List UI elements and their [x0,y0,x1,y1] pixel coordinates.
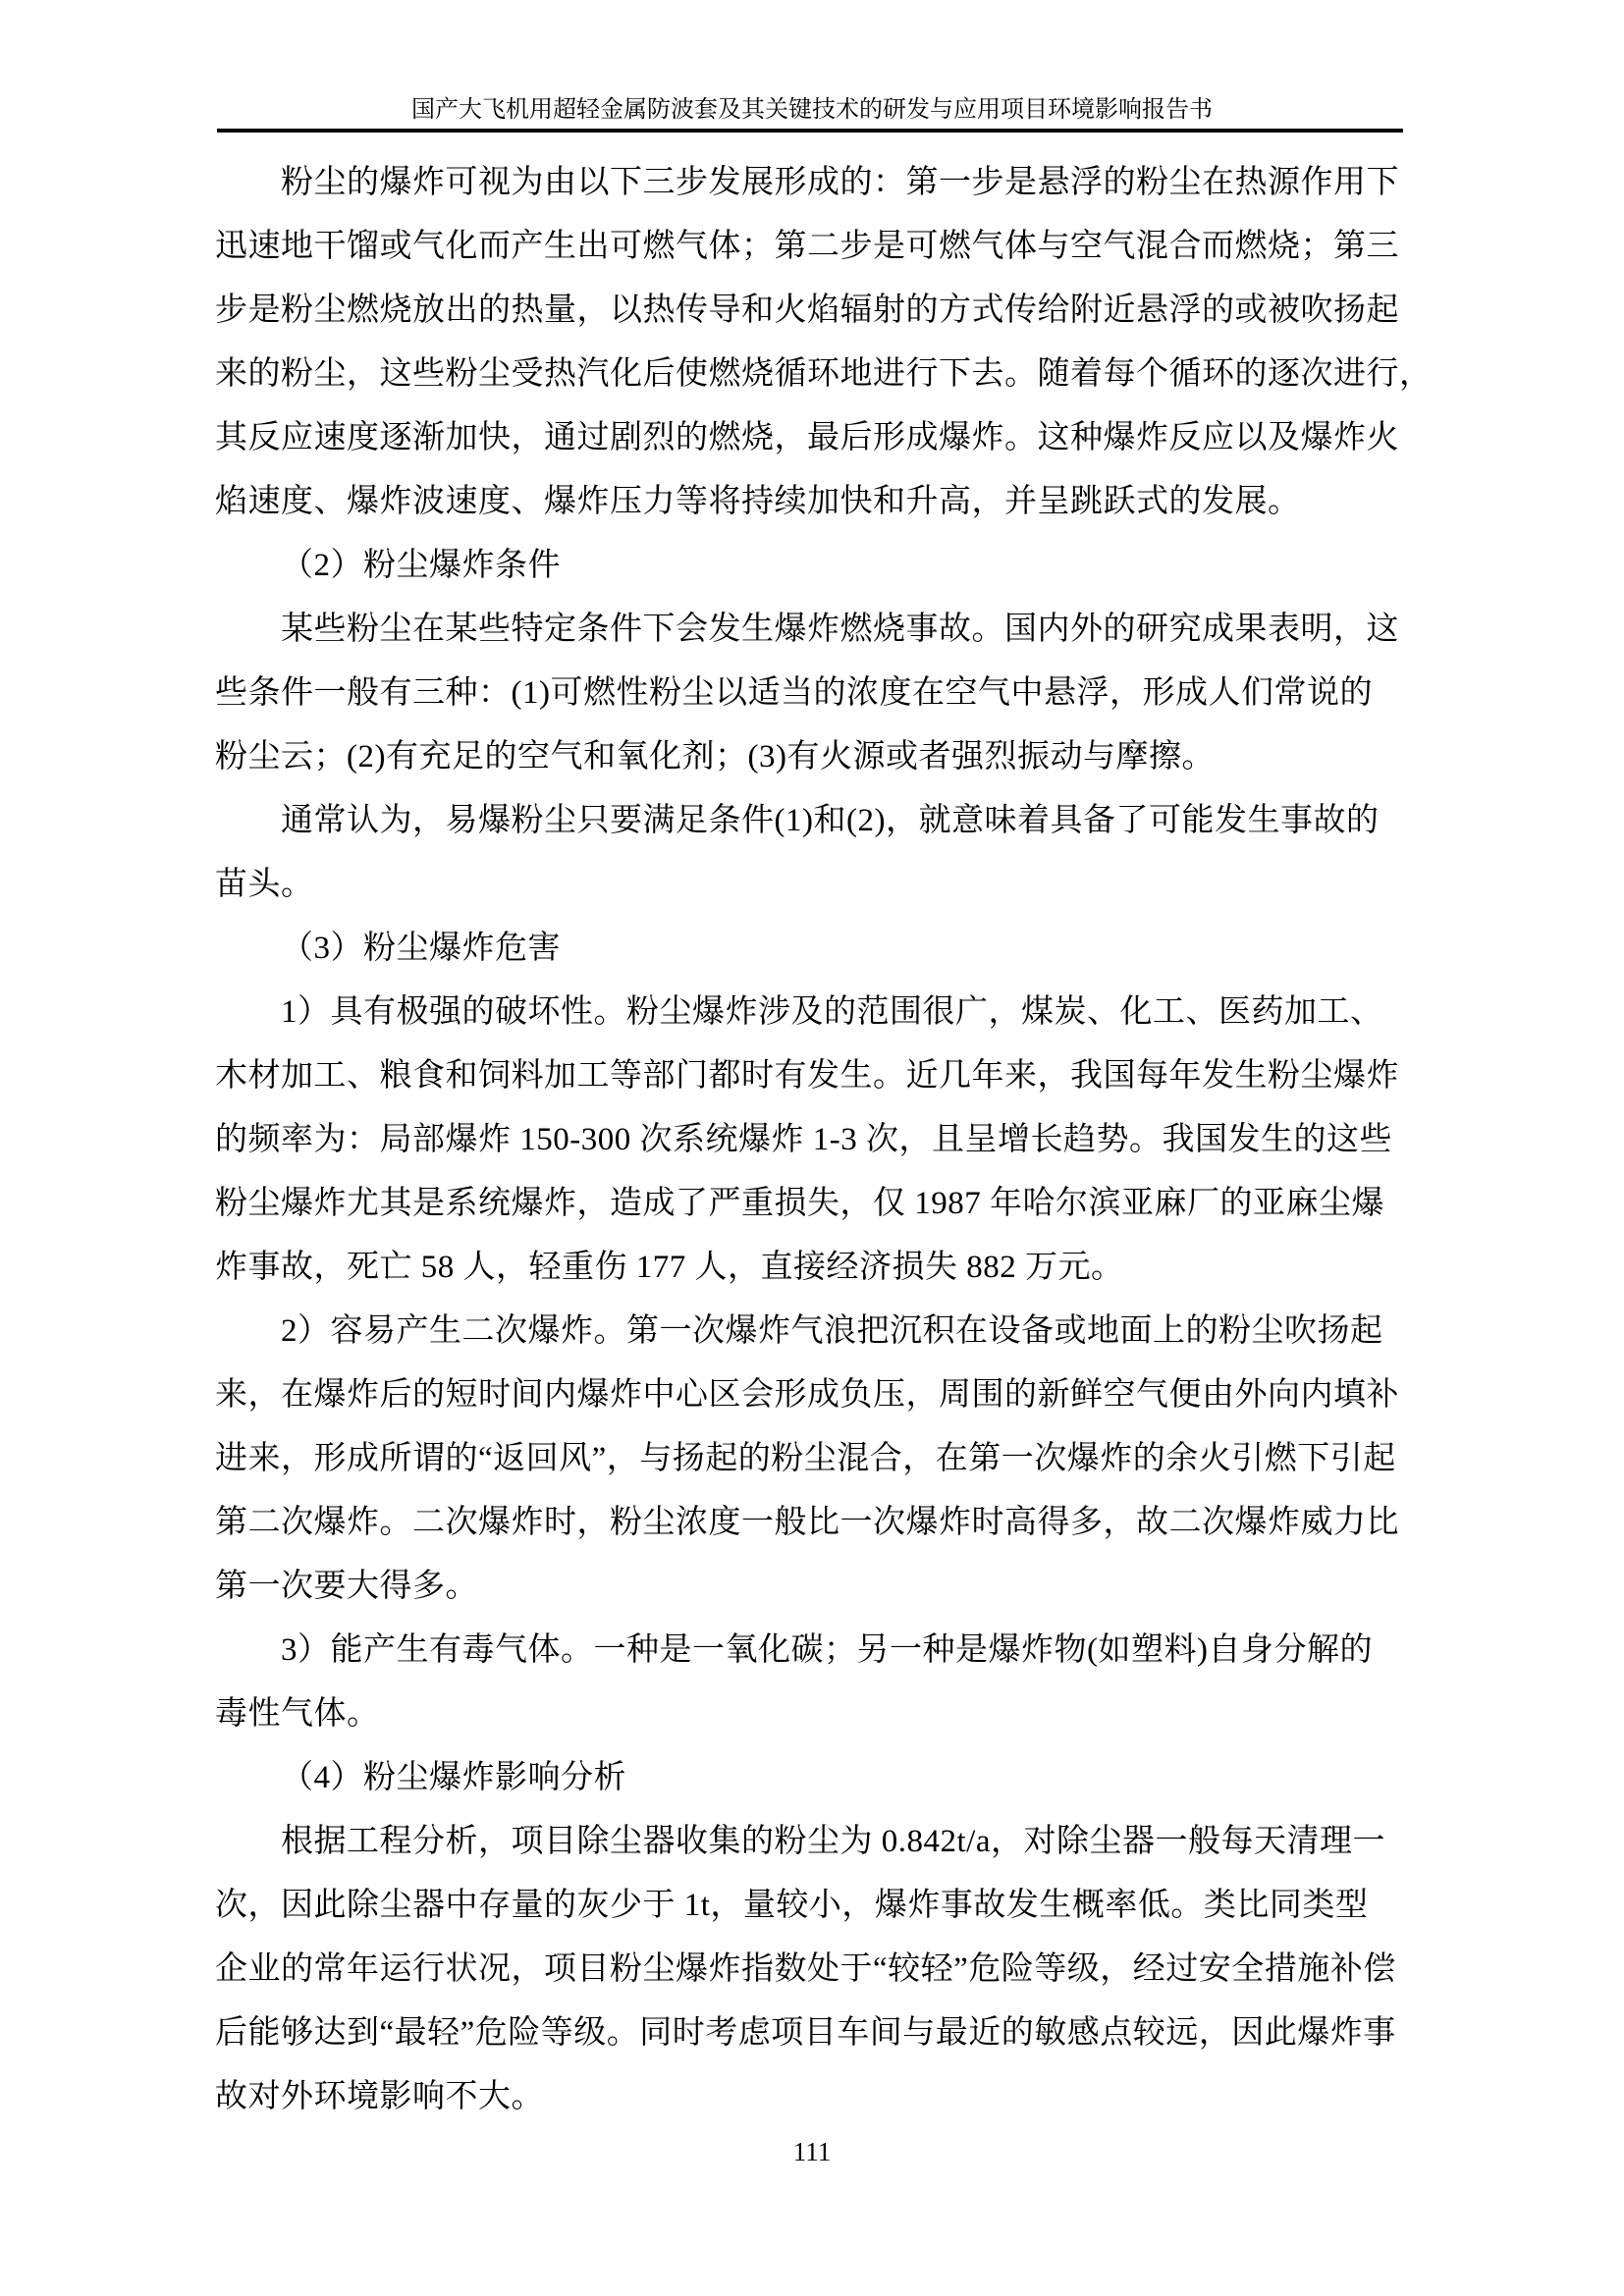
text-line: （3）粉尘爆炸危害 [281,931,561,966]
text-line: 粉尘爆炸尤其是系统爆炸，造成了严重损失，仅 1987 年哈尔滨亚麻厂的亚麻尘爆 [215,1186,1384,1221]
page-number: 111 [792,2137,832,2166]
text-line: 企业的常年运行状况，项目粉尘爆炸指数处于“较轻”危险等级，经过安全措施补偿 [215,1951,1396,1987]
document-body [215,151,1438,2129]
text-line: 2）容易产生二次爆炸。第一次爆炸气浪把沉积在设备或地面上的粉尘吹扬起 [281,1313,1383,1349]
text-line: 木材加工、粮食和饲料加工等部门都时有发生。近几年来，我国每年发生粉尘爆炸 [215,1058,1399,1094]
text-line: 些条件一般有三种：(1)可燃性粉尘以适当的浓度在空气中悬浮，形成人们常说的 [215,675,1373,711]
text-line: 后能够达到“最轻”危险等级。同时考虑项目车间与最近的敏感点较远，因此爆炸事 [215,2015,1396,2051]
text-line: 故对外环境影响不大。 [215,2079,544,2114]
text-line: 步是粉尘燃烧放出的热量，以热传导和火焰辐射的方式传给附近悬浮的或被吹扬起 [215,293,1399,328]
text-line: 毒性气体。 [215,1696,380,1732]
text-line: 炸事故，死亡 58 人，轻重伤 177 人，直接经济损失 882 万元。 [215,1250,1124,1285]
text-line: 迅速地干馏或气化而产生出可燃气体；第二步是可燃气体与空气混合而燃烧；第三 [215,229,1399,264]
text-line: （4）粉尘爆炸影响分析 [281,1760,626,1795]
text-line: 1）具有极强的破坏性。粉尘爆炸涉及的范围很广，煤炭、化工、医药加工、 [281,994,1383,1030]
text-line: 来，在爆炸后的短时间内爆炸中心区会形成负压，周围的新鲜空气便由外向内填补 [215,1377,1399,1413]
text-line: 次，因此除尘器中存量的灰少于 1t，量较小，爆炸事故发生概率低。类比同类型 [215,1888,1369,1923]
text-line: 第一次要大得多。 [215,1569,478,1604]
text-line: 进来，形成所谓的“返回风”，与扬起的粉尘混合，在第一次爆炸的余火引燃下引起 [215,1441,1396,1476]
page-header-title: 国产大飞机用超轻金属防波套及其关键技术的研发与应用项目环境影响报告书 [411,97,1213,123]
text-line: 3）能产生有毒气体。一种是一氧化碳；另一种是爆炸物(如塑料)自身分解的 [281,1632,1373,1668]
text-line: 的频率为：局部爆炸 150-300 次系统爆炸 1-3 次，且呈增长趋势。我国发生的这些 [215,1122,1392,1157]
text-line: 粉尘云；(2)有充足的空气和氧化剂；(3)有火源或者强烈振动与摩擦。 [215,739,1215,774]
text-line: 焰速度、爆炸波速度、爆炸压力等将持续加快和升高，并呈跳跃式的发展。 [215,484,1301,519]
text-line: 第二次爆炸。二次爆炸时，粉尘浓度一般比一次爆炸时高得多，故二次爆炸威力比 [215,1505,1399,1540]
text-line: 某些粉尘在某些特定条件下会发生爆炸燃烧事故。国内外的研究成果表明，这 [281,612,1399,647]
text-line: 其反应速度逐渐加快，通过剧烈的燃烧，最后形成爆炸。这种爆炸反应以及爆炸火 [215,420,1399,455]
text-line: 苗头。 [215,867,314,902]
text-line: 根据工程分析，项目除尘器收集的粉尘为 0.842t/a，对除尘器一般每天清理一 [281,1824,1385,1859]
text-line: 来的粉尘，这些粉尘受热汽化后使燃烧循环地进行下去。随着每个循环的逐次进行， [215,356,1433,392]
text-line: 通常认为，易爆粉尘只要满足条件(1)和(2)，就意味着具备了可能发生事故的 [281,803,1380,838]
text-line: 粉尘的爆炸可视为由以下三步发展形成的：第一步是悬浮的粉尘在热源作用下 [281,165,1399,200]
text-line: （2）粉尘爆炸条件 [281,548,561,583]
header-divider-rule [217,129,1403,133]
